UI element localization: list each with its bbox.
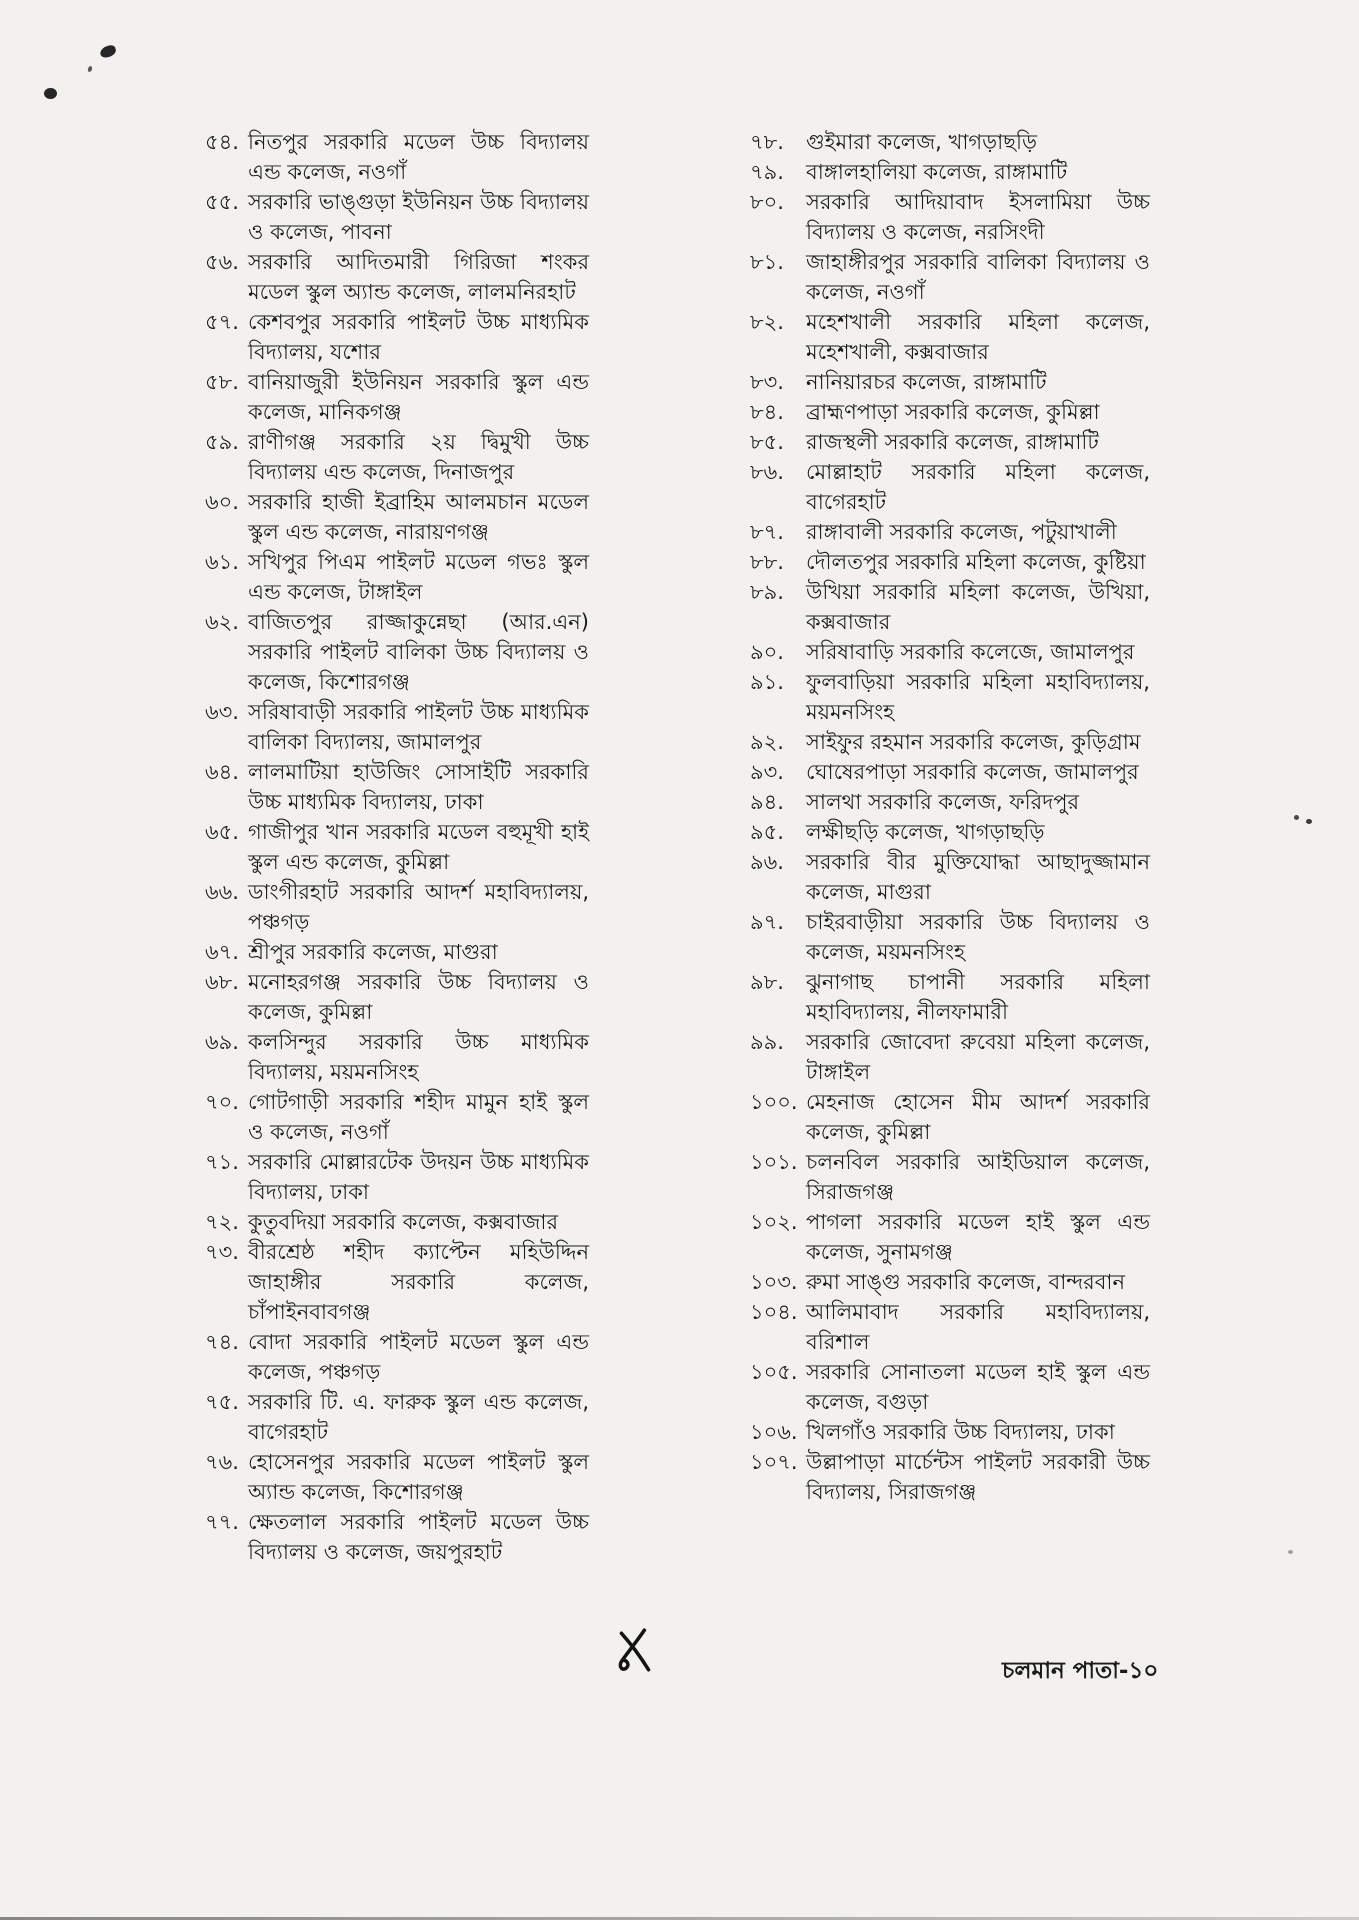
item-text: খিলগাঁও সরকারি উচ্চ বিদ্যালয়, ঢাকা	[806, 1420, 1115, 1444]
item-text: উখিয়া সরকারি মহিলা কলেজ, উখিয়া, কক্সবাজার	[806, 580, 1150, 634]
list-item	[750, 397, 1150, 427]
item-number: ৯৬.	[750, 850, 784, 874]
item-number: ৬৩.	[205, 700, 239, 724]
list-item	[750, 637, 1150, 667]
item-number: ৭০.	[205, 1090, 239, 1114]
item-number: ১০৭.	[750, 1450, 798, 1474]
ink-speck	[1306, 819, 1312, 824]
item-number: ৯৯.	[750, 1030, 784, 1054]
item-number: ৭৯.	[750, 160, 784, 184]
item-text: কেশবপুর সরকারি পাইলট উচ্চ মাধ্যমিক বিদ্যালয়, যশোর	[248, 310, 589, 364]
list-item	[750, 1417, 1150, 1447]
item-text: শ্রীপুর সরকারি কলেজ, মাগুরা	[248, 940, 498, 964]
continuation-footer: চলমান পাতা-১০	[1002, 1658, 1159, 1684]
item-text: আলিমাবাদ সরকারি মহাবিদ্যালয়, বরিশাল	[806, 1300, 1150, 1354]
list-item	[205, 757, 589, 817]
item-text: ঝুনাগাছ চাপানী সরকারি মহিলা মহাবিদ্যালয়, নীলফামারী	[806, 970, 1150, 1024]
list-item	[750, 1297, 1150, 1357]
item-number: ৫৭.	[205, 310, 239, 334]
list-item	[750, 247, 1150, 307]
list-item	[750, 1447, 1150, 1507]
item-number: ১০৬.	[750, 1420, 798, 1444]
item-text: রাজস্থলী সরকারি কলেজ, রাঙ্গামাটি	[806, 430, 1099, 454]
item-number: ১০০.	[750, 1090, 798, 1114]
item-text: সরিষাবাড়ী সরকারি পাইলট উচ্চ মাধ্যমিক বালিকা বিদ্যালয়, জামালপুর	[248, 700, 589, 754]
list-item	[205, 1447, 589, 1507]
item-number: ১০৩.	[750, 1270, 798, 1294]
item-number: ৭৩.	[205, 1240, 239, 1264]
item-number: ১০১.	[750, 1150, 798, 1174]
item-number: ৫৮.	[205, 370, 239, 394]
item-number: ৬৯.	[205, 1030, 239, 1054]
list-item	[750, 907, 1150, 967]
list-item	[205, 1327, 589, 1387]
item-text: উল্লাপাড়া মার্চেন্টস পাইলট সরকারী উচ্চ বিদ্যালয়, সিরাজগঞ্জ	[806, 1450, 1150, 1504]
item-number: ৮৬.	[750, 460, 784, 484]
list-item	[205, 697, 589, 757]
list-item	[205, 187, 589, 247]
item-text: পাগলা সরকারি মডেল হাই স্কুল এন্ড কলেজ, সুনামগঞ্জ	[806, 1210, 1150, 1264]
list-item	[750, 367, 1150, 397]
item-text: নানিয়ারচর কলেজ, রাঙ্গামাটি	[806, 370, 1047, 394]
item-text: জাহাঙ্গীরপুর সরকারি বালিকা বিদ্যালয় ও কলেজ, নওগাঁ	[806, 250, 1150, 304]
list-item	[750, 577, 1150, 637]
item-number: ৮০.	[750, 190, 784, 214]
item-number: ৭৮.	[750, 130, 784, 154]
item-text: রাণীগঞ্জ সরকারি ২য় দ্বিমুখী উচ্চ বিদ্যালয় এন্ড কলেজ, দিনাজপুর	[248, 430, 589, 484]
ink-speck	[1294, 815, 1299, 820]
item-text: বীরশ্রেষ্ঠ শহীদ ক্যাপ্টেন মহিউদ্দিন জাহাঙ্গীর সরকারি কলেজ, চাঁপাইনবাবগঞ্জ	[248, 1240, 589, 1324]
list-item	[750, 1027, 1150, 1087]
list-item	[750, 457, 1150, 517]
item-text: বাঙ্গালহালিয়া কলেজ, রাঙ্গামাটি	[806, 160, 1068, 184]
item-number: ১০৫.	[750, 1360, 798, 1384]
item-text: সরকারি আদিতমারী গিরিজা শংকর মডেল স্কুল অ্যান্ড কলেজ, লালমনিরহাট	[248, 250, 589, 304]
item-text: রাঙ্গাবালী সরকারি কলেজ, পটুয়াখালী	[806, 520, 1117, 544]
item-number: ৯৮.	[750, 970, 784, 994]
list-item	[750, 1147, 1150, 1207]
item-text: সখিপুর পিএম পাইলট মডেল গভঃ স্কুল এন্ড কলেজ, টাঙ্গাইল	[248, 550, 589, 604]
item-text: হোসেনপুর সরকারি মডেল পাইলট স্কুল অ্যান্ড কলেজ, কিশোরগঞ্জ	[248, 1450, 589, 1504]
handwritten-page-mark	[614, 1626, 656, 1676]
list-item	[750, 787, 1150, 817]
item-text: সরকারি জোবেদা রুবেয়া মহিলা কলেজ, টাঙ্গাইল	[806, 1030, 1150, 1084]
item-number: ৮৭.	[750, 520, 784, 544]
item-number: ৭৪.	[205, 1330, 239, 1354]
ink-speck	[87, 65, 93, 72]
item-number: ৫৯.	[205, 430, 239, 454]
item-text: গুইমারা কলেজ, খাগড়াছড়ি	[806, 130, 1037, 154]
item-number: ৫৫.	[205, 190, 239, 214]
item-text: ব্রাহ্মণপাড়া সরকারি কলেজ, কুমিল্লা	[806, 400, 1100, 424]
item-text: গোটগাড়ী সরকারি শহীদ মামুন হাই স্কুল ও কলেজ, নওগাঁ	[248, 1090, 589, 1144]
item-text: গাজীপুর খান সরকারি মডেল বহুমূখী হাই স্কুল এন্ড কলেজ, কুমিল্লা	[248, 820, 589, 874]
list-item	[205, 1237, 589, 1327]
item-text: সরকারি সোনাতলা মডেল হাই স্কুল এন্ড কলেজ, বগুড়া	[806, 1360, 1150, 1414]
list-item	[750, 667, 1150, 727]
item-text: সরিষাবাড়ি সরকারি কলেজে, জামালপুর	[806, 640, 1135, 664]
list-item	[205, 877, 589, 937]
item-number: ৬০.	[205, 490, 239, 514]
list-item	[750, 1087, 1150, 1147]
item-number: ৭৬.	[205, 1450, 239, 1474]
item-text: সরকারি বীর মুক্তিযোদ্ধা আছাদুজ্জামান কলেজ, মাগুরা	[806, 850, 1150, 904]
item-text: চাইরবাড়ীয়া সরকারি উচ্চ বিদ্যালয় ও কলেজ, ময়মনসিংহ	[806, 910, 1150, 964]
item-number: ৭৭.	[205, 1510, 239, 1534]
item-number: ৮৪.	[750, 400, 784, 424]
item-text: সরকারি মোল্লারটেক উদয়ন উচ্চ মাধ্যমিক বিদ্যালয়, ঢাকা	[248, 1150, 589, 1204]
list-item	[750, 1357, 1150, 1417]
college-list-column-right	[750, 127, 1150, 1507]
item-text: মনোহরগঞ্জ সরকারি উচ্চ বিদ্যালয় ও কলেজ, কুমিল্লা	[248, 970, 589, 1024]
list-item	[205, 307, 589, 367]
item-number: ৬৫.	[205, 820, 239, 844]
list-item	[205, 1027, 589, 1087]
list-item	[750, 187, 1150, 247]
list-item	[205, 1387, 589, 1447]
item-text: বাজিতপুর রাজ্জাকুন্নেছা (আর.এন) সরকারি পাইলট বালিকা উচ্চ বিদ্যালয় ও কলেজ, কিশোরগঞ্জ	[248, 610, 589, 694]
item-number: ৮২.	[750, 310, 784, 334]
item-number: ৯১.	[750, 670, 784, 694]
item-number: ৮৯.	[750, 580, 784, 604]
item-text: ডাংগীরহাট সরকারি আদর্শ মহাবিদ্যালয়, পঞ্চগড়	[248, 880, 589, 934]
item-text: নিতপুর সরকারি মডেল উচ্চ বিদ্যালয় এন্ড কলেজ, নওগাঁ	[248, 130, 589, 184]
item-number: ৯৭.	[750, 910, 784, 934]
item-number: ৮৩.	[750, 370, 784, 394]
item-number: ১০২.	[750, 1210, 798, 1234]
item-number: ৯০.	[750, 640, 784, 664]
list-item	[205, 1507, 589, 1567]
item-number: ৯৫.	[750, 820, 784, 844]
list-item	[750, 817, 1150, 847]
item-number: ৮৮.	[750, 550, 784, 574]
list-item	[205, 127, 589, 187]
item-text: কলসিন্দুর সরকারি উচ্চ মাধ্যমিক বিদ্যালয়, ময়মনসিংহ	[248, 1030, 589, 1084]
list-item	[205, 427, 589, 487]
list-item	[205, 247, 589, 307]
list-item	[750, 727, 1150, 757]
ink-speck	[99, 44, 117, 59]
list-item	[205, 817, 589, 877]
college-list-column-left	[205, 127, 589, 1567]
item-number: ৯২.	[750, 730, 784, 754]
item-text: মোল্লাহাট সরকারি মহিলা কলেজ, বাগেরহাট	[806, 460, 1150, 514]
list-item	[205, 487, 589, 547]
list-item	[750, 847, 1150, 907]
item-text: সরকারি ভাঙ্গুড়া ইউনিয়ন উচ্চ বিদ্যালয় ও কলেজ, পাবনা	[248, 190, 589, 244]
item-number: ৭১.	[205, 1150, 239, 1174]
item-text: সরকারি টি. এ. ফারুক স্কুল এন্ড কলেজ, বাগেরহাট	[248, 1390, 589, 1444]
item-text: লক্ষীছড়ি কলেজ, খাগড়াছড়ি	[806, 820, 1045, 844]
item-number: ৯৪.	[750, 790, 784, 814]
list-item	[750, 427, 1150, 457]
item-text: সরকারি হাজী ইব্রাহিম আলমচান মডেল স্কুল এন্ড কলেজ, নারায়ণগঞ্জ	[248, 490, 589, 544]
list-item	[205, 1207, 589, 1237]
item-text: দৌলতপুর সরকারি মহিলা কলেজ, কুষ্টিয়া	[806, 550, 1146, 574]
item-text: ফুলবাড়িয়া সরকারি মহিলা মহাবিদ্যালয়, ময়মনসিংহ	[806, 670, 1150, 724]
item-text: সরকারি আদিয়াবাদ ইসলামিয়া উচ্চ বিদ্যালয় ও কলেজ, নরসিংদী	[806, 190, 1150, 244]
list-item	[750, 127, 1150, 157]
item-text: সাইফুর রহমান সরকারি কলেজ, কুড়িগ্রাম	[806, 730, 1141, 754]
list-item	[205, 937, 589, 967]
list-item	[205, 607, 589, 697]
item-number: ৫৬.	[205, 250, 239, 274]
list-item	[205, 367, 589, 427]
item-number: ৬৬.	[205, 880, 239, 904]
list-item	[205, 1147, 589, 1207]
list-item	[205, 547, 589, 607]
list-item	[750, 1207, 1150, 1267]
item-number: ৬৮.	[205, 970, 239, 994]
item-text: মহেশখালী সরকারি মহিলা কলেজ, মহেশখালী, কক্সবাজার	[806, 310, 1150, 364]
item-number: ৬৪.	[205, 760, 239, 784]
item-number: ১০৪.	[750, 1300, 798, 1324]
list-item	[750, 1267, 1150, 1297]
item-number: ৬২.	[205, 610, 239, 634]
list-item	[750, 517, 1150, 547]
item-text: সালথা সরকারি কলেজ, ফরিদপুর	[806, 790, 1080, 814]
item-number: ৬১.	[205, 550, 239, 574]
list-item	[750, 157, 1150, 187]
item-text: মেহনাজ হোসেন মীম আদর্শ সরকারি কলেজ, কুমিল্লা	[806, 1090, 1150, 1144]
list-item	[750, 757, 1150, 787]
list-item	[205, 967, 589, 1027]
list-item	[750, 307, 1150, 367]
item-text: ক্ষেতলাল সরকারি পাইলট মডেল উচ্চ বিদ্যালয় ও কলেজ, জয়পুরহাট	[248, 1510, 589, 1564]
item-number: ৯৩.	[750, 760, 784, 784]
ink-speck	[1288, 1550, 1293, 1554]
item-text: কুতুবদিয়া সরকারি কলেজ, কক্সবাজার	[248, 1210, 558, 1234]
item-number: ৮৫.	[750, 430, 784, 454]
item-text: বানিয়াজুরী ইউনিয়ন সরকারি স্কুল এন্ড কলেজ, মানিকগঞ্জ	[248, 370, 589, 424]
item-number: ৭২.	[205, 1210, 239, 1234]
list-item	[205, 1087, 589, 1147]
item-text: ঘোষেরপাড়া সরকারি কলেজ, জামালপুর	[806, 760, 1139, 784]
item-text: রুমা সাঙ্গু সরকারি কলেজ, বান্দরবান	[806, 1270, 1126, 1294]
item-number: ৮১.	[750, 250, 784, 274]
item-number: ৭৫.	[205, 1390, 239, 1414]
ink-speck	[44, 88, 57, 99]
item-text: লালমাটিয়া হাউজিং সোসাইটি সরকারি উচ্চ মাধ্যমিক বিদ্যালয়, ঢাকা	[248, 760, 589, 814]
item-text: বোদা সরকারি পাইলট মডেল স্কুল এন্ড কলেজ, পঞ্চগড়	[248, 1330, 589, 1384]
item-number: ৬৭.	[205, 940, 239, 964]
item-number: ৫৪.	[205, 130, 239, 154]
list-item	[750, 547, 1150, 577]
list-item	[750, 967, 1150, 1027]
item-text: চলনবিল সরকারি আইডিয়াল কলেজ, সিরাজগঞ্জ	[806, 1150, 1150, 1204]
